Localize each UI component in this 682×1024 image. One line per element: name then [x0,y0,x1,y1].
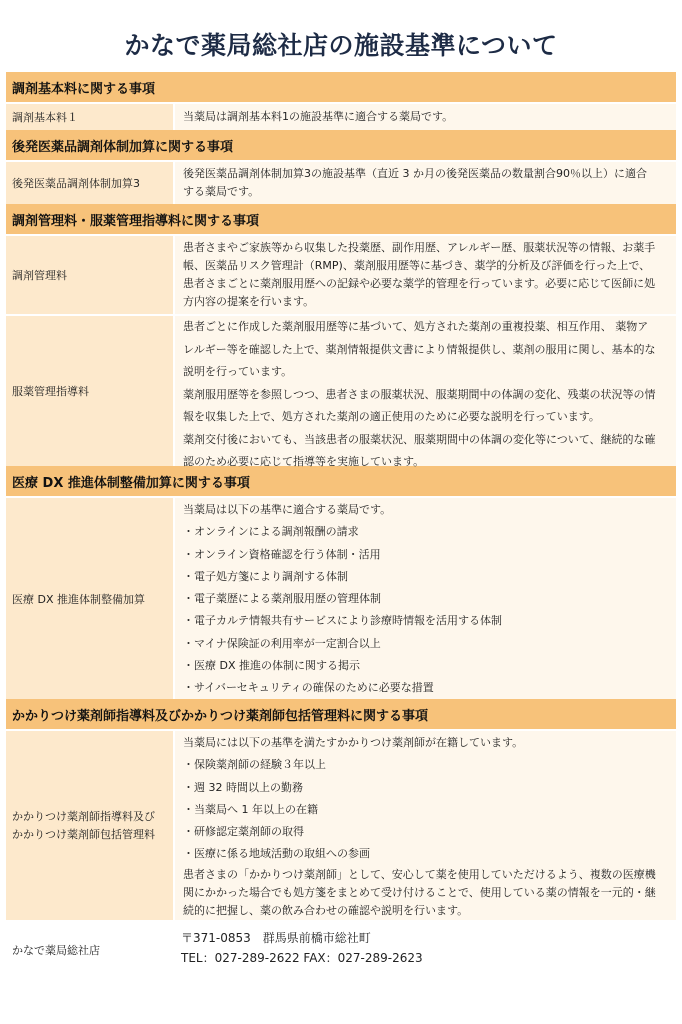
list-item: 当薬局には以下の基準を満たすかかりつけ薬剤師が在籍しています。 [183,736,524,749]
content-line: 当薬局は調剤基本料1の施設基準に適合する薬局です。 [183,110,454,123]
row-content [173,314,676,466]
content-line: 関にかかった場合でも処方箋をまとめて受け付けることで、使用している薬の情報を一元的・継 [183,885,656,899]
section-heading-family-pharmacist: かかりつけ薬剤師指導料及びかかりつけ薬剤師包括管理料に関する事項 [6,699,676,729]
list-item: ・サイバーセキュリティの確保のために必要な措置 [183,681,434,695]
list-item: ・医療 DX 推進の体制に関する掲示 [183,659,360,673]
list-item: ・研修認定薬剤師の取得 [183,825,304,839]
footer-contact [173,928,676,972]
row-label: 調剤管理料 [6,234,173,314]
list-item: ・オンライン資格確認を行う体制・活用 [183,547,381,561]
list-item: ・医療に係る地域活動の取組への参画 [183,847,370,861]
address: 〒371-0853 群馬県前橋市総社町 [181,931,371,945]
row-label: 調剤基本料１ [6,102,173,130]
section-heading-generic-drug: 後発医薬品調剤体制加算に関する事項 [6,130,676,160]
footer [6,928,676,972]
table-row [6,496,676,699]
phone-fax: TEL：027-289-2622 FAX：027-289-2623 [181,951,423,965]
list-item: ・オンラインによる調剤報酬の請求 [183,525,359,539]
list-item: ・当薬局へ 1 年以上の在籍 [183,802,318,816]
content-line: 続的に把握し、薬の飲み合わせの確認や説明を行います。 [183,903,469,917]
pharmacy-name: かなで薬局総社店 [12,944,100,957]
criteria-list [183,499,668,700]
section-heading-basic-fee: 調剤基本料に関する事項 [6,72,676,102]
row-content [173,496,676,699]
list-item: ・マイナ保険証の利用率が一定割合以上 [183,636,381,650]
section-heading-medical-dx: 医療 DX 推進体制整備加算に関する事項 [6,466,676,496]
content-line: 患者さまやご家族等から収集した投薬歴、副作用歴、アレルギー歴、服薬状況等の情報、お薬手 [183,241,656,254]
row-label: 後発医薬品調剤体制加算3 [6,160,173,204]
content-line: レルギー等を確認した上で、薬剤情報提供文書により情報提供し、薬剤の服用に関し、基本的な [183,342,656,356]
table-row [6,160,676,204]
section-heading-dispensing-management: 調剤管理料・服薬管理指導料に関する事項 [6,204,676,234]
row-content [173,729,676,920]
content-line: する薬局です。 [183,185,260,198]
list-item: ・電子カルテ情報共有サービスにより診療時情報を活用する体制 [183,614,502,628]
table-row [6,314,676,466]
row-label: 医療 DX 推進体制整備加算 [6,496,173,699]
list-item: 当薬局は以下の基準に適合する薬局です。 [183,503,392,516]
table-row [6,729,676,920]
content-line: 薬剤交付後においても、当該患者の服薬状況、服薬期間中の体調の変化等について、継続的な確 [183,432,656,446]
row-content [173,234,676,314]
content-line: 患者ごとに作成した薬剤服用歴等に基づいて、処方された薬剤の重複投薬、相互作用、 薬物ア [183,320,649,333]
content-line: 患者さまの「かかりつけ薬剤師」として、安心して薬を使用していただけるよう、複数の医療機 [183,867,656,881]
content-line: 帳、医薬品リスク管理計（RMP)、薬剤服用歴等に基づき、薬学的分析及び評価を行った上で、 [183,259,651,272]
row-label: 服薬管理指導料 [6,314,173,466]
page-title: かなで薬局総社店の施設基準について [124,31,558,60]
row-content [173,102,676,130]
content-line: 報を収集した上で、処方された薬剤の適正使用のために必要な説明を行っています。 [183,410,600,423]
row-label: かかりつけ薬剤師指導料及び かかりつけ薬剤師包括管理料 [6,729,173,920]
table-row [6,102,676,130]
row-content [173,160,676,204]
content-line: 薬剤服用歴等を参照しつつ、患者さまの服薬状況、服薬期間中の体調の変化、残薬の状況等の情 [183,387,656,401]
criteria-list [183,732,668,866]
list-item: ・週 32 時間以上の勤務 [183,780,303,794]
content-line: 方内容の提案を行います。 [183,295,315,308]
content-line: 患者さまごとに薬剤服用歴への記録や必要な薬学的管理を行っています。必要に応じて医師に処 [183,277,656,290]
list-item: ・保険薬剤師の経験３年以上 [183,758,326,772]
list-item: ・電子処方箋により調剤する体制 [183,569,348,583]
content-line: 認のため必要に応じて指導等を実施しています。 [183,455,425,468]
list-item: ・電子薬歴による薬剤服用歴の管理体制 [183,592,381,606]
content-line: 後発医薬品調剤体制加算3の施設基準（直近 3 か月の後発医薬品の数量割合90％以上）に適合 [183,167,647,180]
content-line: 説明を行っています。 [183,365,293,378]
table-row [6,234,676,314]
